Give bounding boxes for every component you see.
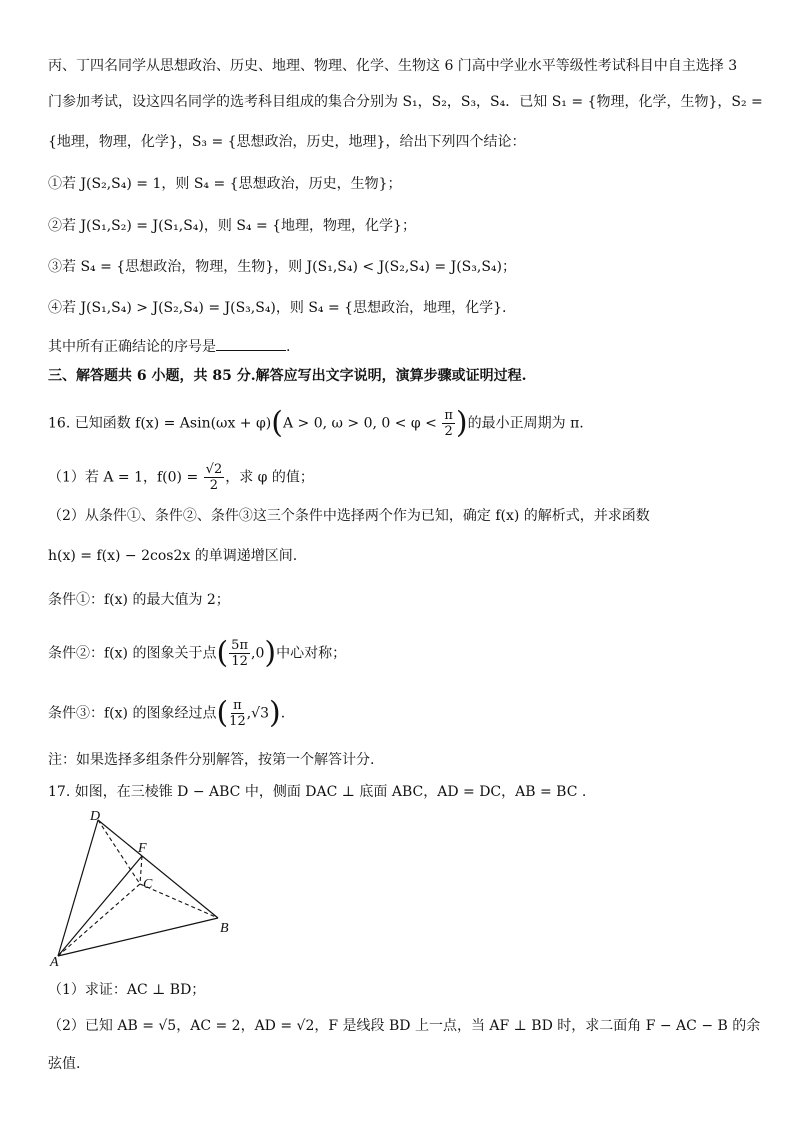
p16-condition-1: 条件①：f(x) 的最大值为 2； <box>48 592 230 608</box>
answer-blank <box>216 336 286 351</box>
p17-intro: 17. 如图，在三棱锥 D − ABC 中，侧面 DAC ⊥ 底面 ABC，AD = DC，AB = BC . <box>48 784 587 800</box>
label-B: B <box>220 921 229 936</box>
segment-FC <box>140 856 142 884</box>
pi-over-12: $\frac{\pi}{12}$ <box>229 698 246 729</box>
p15-conclusion-4: ④若 J(S₁,S₄) > J(S₂,S₄) = J(S₃,S₄)，则 S₄ = {思想政治，地理，化学}. <box>48 300 507 316</box>
p16-intro: 16. 已知函数 f(x) = Asin(ωx + φ)(A > 0, ω > 0, 0 < φ < $\frac{\pi}{2}$ )的最小正周期为 π. <box>48 405 584 441</box>
tetrahedron-figure <box>40 808 240 968</box>
pi-over-2: $\frac{\pi}{2}$ <box>444 408 453 439</box>
p16-condition: A > 0, ω > 0, 0 < φ < <box>282 415 437 432</box>
edge-DB <box>98 820 218 918</box>
p16-intro-text: 16. 已知函数 f(x) = Asin(ωx + φ) <box>48 415 272 432</box>
p15-conclusion-3: ③若 S₄ = {思想政治，物理，生物}，则 J(S₁,S₄) < J(S₂,S₄) = J(S₃,S₄)； <box>48 259 516 275</box>
p16-period: 的最小正周期为 π. <box>467 415 584 432</box>
segment-AF <box>58 856 142 956</box>
p15-question: 其中所有正确结论的序号是 . <box>48 336 290 357</box>
5pi-over-12: $\frac{5\pi}{12}$ <box>231 638 248 669</box>
section-3-heading: 三、解答题共 6 小题，共 85 分.解答应写出文字说明，演算步骤或证明过程. <box>48 368 527 384</box>
p16-condition-2: 条件②：f(x) 的图象关于点( $\frac{5\pi}{12}$ ,0)中心对称； <box>48 635 347 671</box>
p15-line-3: {地理，物理，化学}，S₃ = {思想政治，历史，地理}，给出下列四个结论： <box>48 134 526 150</box>
p17-q2: （2）已知 AB = √5，AC = 2，AD = √2，F 是线段 BD 上一点，当 AF ⊥ BD 时，求二面角 F − AC − B 的余 <box>48 1018 761 1034</box>
p16-q1 <box>48 462 314 493</box>
p15-question-text: 其中所有正确结论的序号是 <box>48 339 216 355</box>
sqrt2-over-2: $\frac{√2}{2}$ <box>205 462 223 493</box>
p15-line-2: 门参加考试，设这四名同学的选考科目组成的集合分别为 S₁，S₂，S₃，S₄．已知 S₁ = {物理，化学，生物}，S₂ = <box>48 94 763 110</box>
p16-q2: （2）从条件①、条件②、条件③这三个条件中选择两个作为已知，确定 f(x) 的解析式，并求函数 <box>48 508 650 524</box>
sqrt3: √3 <box>251 705 269 722</box>
label-F: F <box>138 841 147 856</box>
p16-cond2-tail: 中心对称； <box>276 645 347 662</box>
p17-q2-end: 弦值. <box>48 1056 81 1072</box>
label-D: D <box>90 809 101 824</box>
edge-AC <box>58 884 140 956</box>
p16-cond3-text: 条件③：f(x) 的图象经过点 <box>48 705 217 722</box>
edge-AB <box>58 918 218 956</box>
p16-note: 注：如果选择多组条件分别解答，按第一个解答计分. <box>48 752 375 768</box>
p15-line-1: 丙、丁四名同学从思想政治、历史、地理、物理、化学、生物这 6 门高中学业水平等级性考试科目中自主选择 3 <box>48 58 738 74</box>
edge-DC <box>98 820 140 884</box>
p15-conclusion-2: ②若 J(S₁,S₂) = J(S₁,S₄)，则 S₄ = {地理，物理，化学}； <box>48 218 416 234</box>
p15-conclusion-1: ①若 J(S₂,S₄) = 1，则 S₄ = {思想政治，历史，生物}； <box>48 176 402 192</box>
p16-cond2-text: 条件②：f(x) 的图象关于点 <box>48 645 217 662</box>
label-A: A <box>50 955 59 968</box>
edge-AD <box>58 820 98 956</box>
p16-q2-function: h(x) = f(x) − 2cos2x 的单调递增区间. <box>48 548 298 564</box>
label-C: C <box>143 877 153 892</box>
p17-q1: （1）求证：AC ⊥ BD； <box>48 982 206 998</box>
p16-q1-ask: ，求 φ 的值； <box>225 469 314 486</box>
p16-condition-3: 条件③：f(x) 的图象经过点( $\frac{\pi}{12}$ ,√3). <box>48 695 286 731</box>
p16-q1-text: （1）若 A = 1，f(0) = <box>48 469 199 486</box>
